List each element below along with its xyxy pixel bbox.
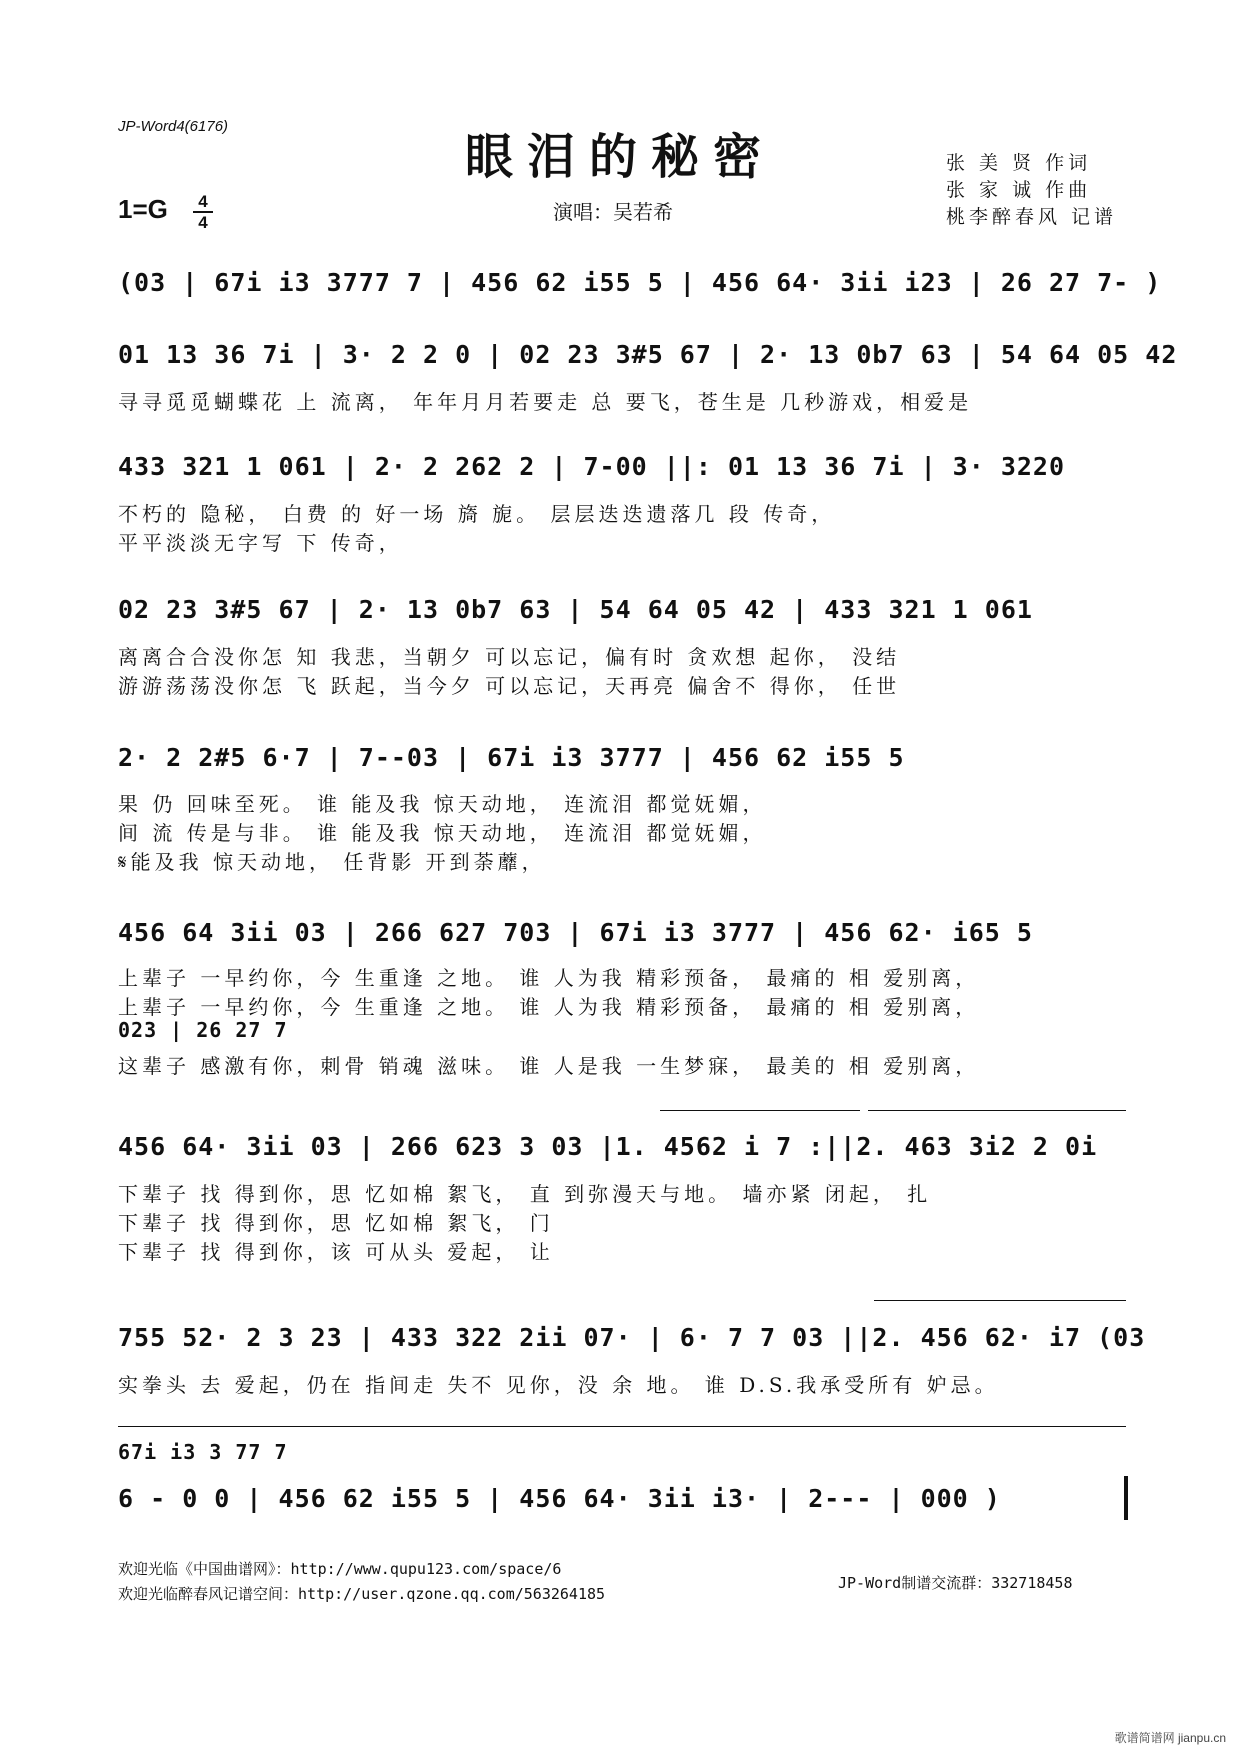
notation-line-3: 433 321 1 061 | 2· 2 262 2 | 7-00 ||: 01 13 36 7i | 3· 3220: [118, 452, 1066, 481]
notation-line-7: 456 64· 3ii 03 | 266 623 3 03 |1. 4562 i 7 :||2. 463 3i2 2 0i: [118, 1132, 1098, 1161]
composer-credit: 张 家 诚 作曲: [946, 179, 1092, 201]
notation-line-9: 67i i3 3 77 7: [118, 1440, 288, 1464]
footer-group: JP-Word制谱交流群：332718458: [838, 1574, 1073, 1592]
lyric-line-6c: 这辈子 感激有你，刺骨 销魂 滋味。 谁 人是我 一生梦寐， 最美的 相 爱别离，: [118, 1054, 980, 1078]
lyric-line-7b: 下辈子 找 得到你，思 忆如棉 絮飞， 门: [118, 1211, 554, 1235]
time-signature: [193, 193, 213, 231]
lyric-line-4b: 游游荡荡没你怎 飞 跃起，当今夕 可以忘记，天再亮 偏舍不 得你， 任世: [118, 674, 901, 698]
watermark: 歌谱简谱网 jianpu.cn: [1114, 1731, 1226, 1745]
lyric-line-6b: 上辈子 一早约你，今 生重逢 之地。 谁 人为我 精彩预备， 最痛的 相 爱别离，: [118, 995, 980, 1019]
lyric-line-5b: 间 流 传是与非。 谁 能及我 惊天动地， 连流泪 都觉妩媚，: [118, 821, 767, 845]
lyric-line-8a: 实拳头 去 爱起，仍在 指间走 失不 见你，没 余 地。 谁 D.S.我承受所有 妒忌。: [118, 1373, 999, 1397]
notation-line-2: 01 13 36 7i | 3· 2 2 0 | 02 23 3#5 67 | 2· 13 0b7 63 | 54 64 05 42: [118, 340, 1178, 369]
time-bottom: 4: [198, 213, 208, 232]
lyric-line-5a: 果 仍 回味至死。 谁 能及我 惊天动地， 连流泪 都觉妩媚，: [118, 792, 767, 816]
time-top: 4: [198, 192, 208, 211]
notation-line-10: 6 - 0 0 | 456 62 i55 5 | 456 64· 3ii i3· | 2--- | 000 ): [118, 1484, 1001, 1513]
lyric-line-4a: 离离合合没你怎 知 我悲，当朝夕 可以忘记，偏有时 贪欢想 起你， 没结: [118, 645, 901, 669]
notation-line-8: 755 52· 2 3 23 | 433 322 2ii 07· | 6· 7 7 03 ||2. 456 62· i7 (03: [118, 1323, 1146, 1352]
singer-credit: 演唱：吴若希: [553, 200, 673, 224]
lyric-line-7a: 下辈子 找 得到你，思 忆如棉 絮飞， 直 到弥漫天与地。 墙亦紧 闭起， 扎: [118, 1182, 932, 1206]
volta-2-bracket: [868, 1110, 1126, 1111]
lyric-line-7c: 下辈子 找 得到你，该 可从头 爱起， 让: [118, 1240, 554, 1264]
lyricist-credit: 张 美 贤 作词: [946, 152, 1092, 174]
lyric-line-2a: 寻寻觅觅蝴蝶花 上 流离， 年年月月若要走 总 要飞，苍生是 几秒游戏，相爱是: [118, 390, 973, 414]
transcriber-credit: 桃李醉春风 记谱: [946, 206, 1118, 228]
lyric-line-5c: 𝄋能及我 惊天动地， 任背影 开到荼蘼，: [118, 850, 546, 874]
volta-1-bracket: [660, 1110, 860, 1111]
notation-line-4: 02 23 3#5 67 | 2· 13 0b7 63 | 54 64 05 42 | 433 321 1 061: [118, 595, 1033, 624]
song-title: 眼泪的秘密: [464, 129, 775, 185]
coda-line: [118, 1426, 1126, 1427]
source-label: JP-Word4(6176): [118, 118, 229, 135]
key-signature: 1=G: [118, 194, 168, 224]
credits: [946, 150, 1117, 231]
volta-2b-bracket: [874, 1300, 1126, 1301]
lyric-line-3a: 不朽的 隐秘， 白费 的 好一场 旖 旎。 层层迭迭遗落几 段 传奇，: [118, 502, 836, 526]
notation-line-6-variant: 023 | 26 27 7: [118, 1018, 288, 1042]
notation-line-1: (03 | 67i i3 3777 7 | 456 62 i55 5 | 456 64· 3ii i23 | 26 27 7- ): [118, 268, 1162, 297]
footer-link-1: 欢迎光临《中国曲谱网》：http://www.qupu123.com/space/6: [118, 1560, 562, 1578]
notation-line-5: 2· 2 2#5 6·7 | 7--03 | 67i i3 3777 | 456 62 i55 5: [118, 743, 905, 772]
footer-link-2: 欢迎光临醉春风记谱空间：http://user.qzone.qq.com/563264185: [118, 1585, 606, 1603]
final-barline: [1124, 1476, 1128, 1520]
notation-line-6: 456 64 3ii 03 | 266 627 703 | 67i i3 3777 | 456 62· i65 5: [118, 918, 1033, 947]
lyric-line-6a: 上辈子 一早约你，今 生重逢 之地。 谁 人为我 精彩预备， 最痛的 相 爱别离，: [118, 966, 980, 990]
lyric-line-3b: 平平淡淡无字写 下 传奇，: [118, 531, 403, 555]
